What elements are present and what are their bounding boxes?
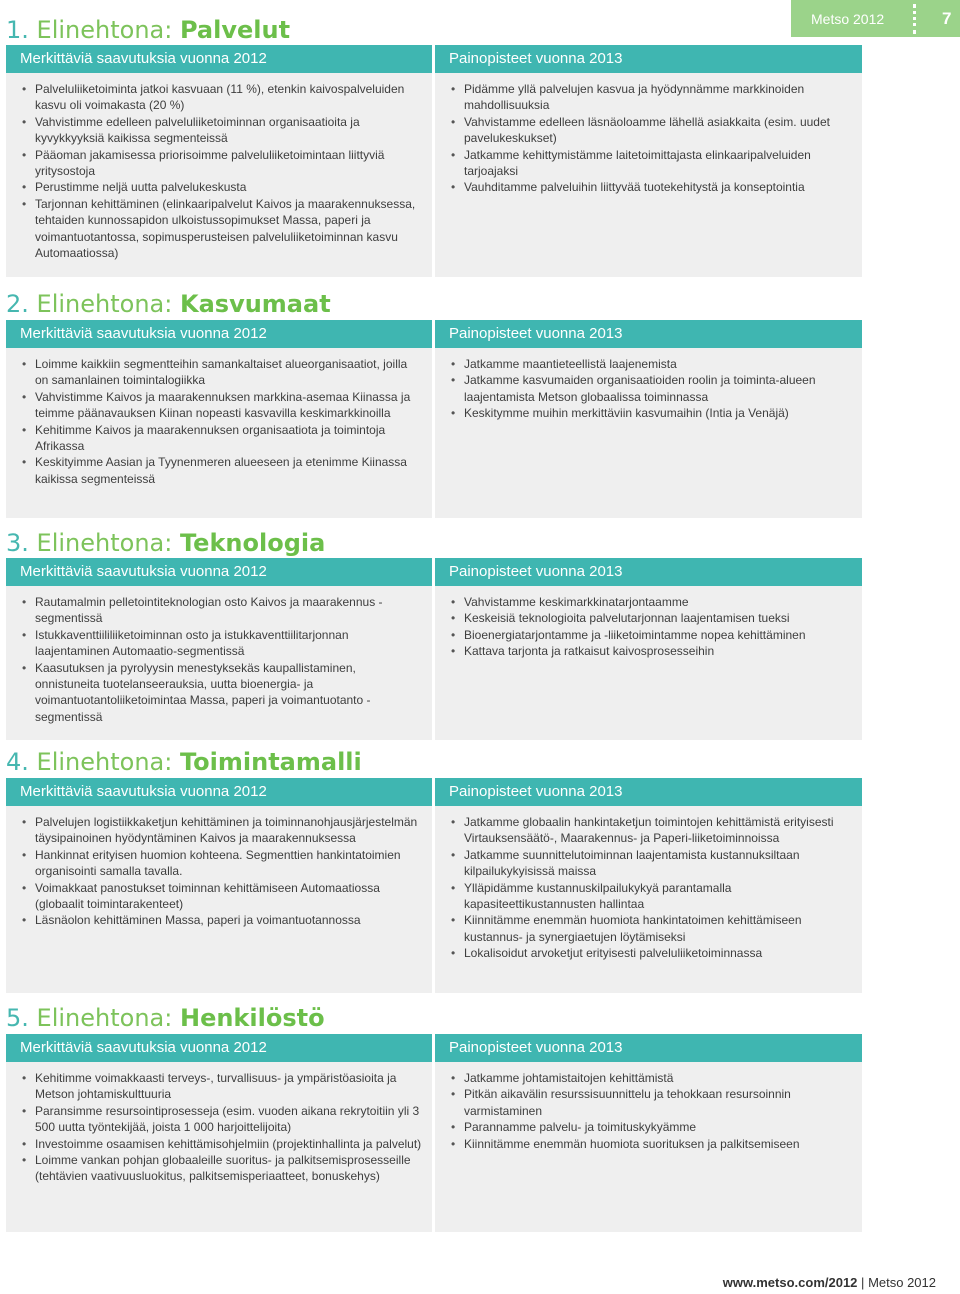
list-item: • Loimme vankan pohjan globaaleille suoritus- ja palkitsemisprosesseille (tehtävien vaativuusluokitus, palkitsemisperiaatteet, bonuskehys) — [35, 1152, 422, 1185]
list-item: • Perustimme neljä uutta palvelukeskusta — [35, 179, 422, 195]
section-label: Elinehtona: — [36, 1004, 173, 1032]
section-number: 5. — [6, 1004, 29, 1032]
list-item: • Palvelujen logistiikkaketjun kehittäminen ja toiminnanohjausjärjestelmän täysipainoinen hyödyntäminen Kaivos ja maarakennuksessa — [35, 814, 422, 847]
list-item: • Vauhditamme palveluihin liittyvää tuotekehitystä ja konseptointia — [464, 179, 852, 195]
list-item: • Voimakkaat panostukset toiminnan kehittämiseen Automaatiossa (globaalit toimintarakenteet) — [35, 880, 422, 913]
achievement-list — [6, 806, 432, 929]
section-title-palvelut — [6, 16, 290, 44]
list-item: • Jatkamme suunnittelutoiminnan laajentamista kustannuksiltaan kilpailukykyisissä maissa — [464, 847, 852, 880]
achievement-list — [6, 586, 432, 725]
list-item: • Vahvistamme edelleen läsnäoloamme lähellä asiakkaita (esim. uudet pavelukeskukset) — [464, 114, 852, 147]
panel-achievements-toimintamalli — [6, 778, 432, 993]
priority-list — [435, 1062, 862, 1152]
list-item: • Kiinnitämme enemmän huomiota hankintatoimen kehittämiseen kustannus- ja synergiaetujen löytämiseksi — [464, 912, 852, 945]
page-number: 7 — [942, 8, 952, 28]
section-name: Palvelut — [179, 16, 291, 44]
list-item: • Kehitimme Kaivos ja maarakennuksen organisaatiota ja toimintoja Afrikassa — [35, 422, 422, 455]
section-label: Elinehtona: — [36, 748, 173, 776]
list-item: • Läsnäolon kehittäminen Massa, paperi ja voimantuotannossa — [35, 912, 422, 928]
list-item: • Jatkamme globaalin hankintaketjun toimintojen kehittämistä erityisesti Virtauksensäätö-, Maarakennus- ja Paperi-liiketoiminnoissa — [464, 814, 852, 847]
list-item: • Kiinnitämme enemmän huomiota suorituksen ja palkitsemiseen — [464, 1136, 852, 1152]
panel-header: Merkittäviä saavutuksia vuonna 2012 — [6, 558, 432, 586]
panel-header: Painopisteet vuonna 2013 — [435, 45, 862, 73]
list-item: • Kehitimme voimakkaasti terveys-, turvallisuus- ja ympäristöasioita ja Metson johtamiskulttuuria — [35, 1070, 422, 1103]
panel-header: Painopisteet vuonna 2013 — [435, 320, 862, 348]
achievement-list — [6, 73, 432, 261]
priority-list — [435, 348, 862, 422]
panel-header: Merkittäviä saavutuksia vuonna 2012 — [6, 45, 432, 73]
list-item: • Keskitymme muihin merkittäviin kasvumaihin (Intia ja Venäjä) — [464, 405, 852, 421]
list-item: • Pääoman jakamisessa priorisoimme palveluliiketoimintaan liittyviä yritysostoja — [35, 147, 422, 180]
list-item: • Jatkamme kehittymistämme laitetoimittajasta elinkaaripalveluiden tarjoajaksi — [464, 147, 852, 180]
priority-list — [435, 586, 862, 660]
achievement-list — [6, 1062, 432, 1185]
panel-header: Painopisteet vuonna 2013 — [435, 778, 862, 806]
panel-priorities-kasvumaat — [435, 320, 862, 518]
footer-separator: | — [861, 1275, 865, 1290]
section-number: 3. — [6, 529, 29, 557]
panel-achievements-kasvumaat — [6, 320, 432, 518]
list-item: • Parannamme palvelu- ja toimituskykyämme — [464, 1119, 852, 1135]
list-item: • Jatkamme maantieteellistä laajenemista — [464, 356, 852, 372]
panel-achievements-teknologia — [6, 558, 432, 740]
footer-url[interactable]: www.metso.com/2012 — [722, 1275, 858, 1290]
list-item: • Jatkamme johtamistaitojen kehittämistä — [464, 1070, 852, 1086]
section-name: Teknologia — [179, 529, 326, 557]
panel-priorities-palvelut — [435, 45, 862, 277]
page-footer — [723, 1275, 936, 1290]
section-number: 1. — [6, 16, 29, 44]
list-item: • Vahvistamme keskimarkkinatarjontaamme — [464, 594, 852, 610]
panel-header: Merkittäviä saavutuksia vuonna 2012 — [6, 320, 432, 348]
list-item: • Investoimme osaamisen kehittämisohjelmiin (projektinhallinta ja palvelut) — [35, 1136, 422, 1152]
panel-priorities-toimintamalli — [435, 778, 862, 993]
section-number: 2. — [6, 290, 29, 318]
list-item: • Keskeisiä teknologioita palvelutarjonnan laajentamisen tueksi — [464, 610, 852, 626]
list-item: • Vahvistimme Kaivos ja maarakennuksen markkina-asemaa Kiinassa ja teimme päänavauksen Kiinan nopeasti kasvavilla keskimarkkinoilla — [35, 389, 422, 422]
section-title-henkilosto — [6, 1004, 325, 1032]
section-label: Elinehtona: — [36, 290, 173, 318]
list-item: • Palveluliiketoiminta jatkoi kasvuaan (11 %), etenkin kaivospalveluiden kasvu oli voimakasta (20 %) — [35, 81, 422, 114]
panel-achievements-palvelut — [6, 45, 432, 277]
list-item: • Ylläpidämme kustannuskilpailukykyä parantamalla kapasiteettikustannusten hallintaa — [464, 880, 852, 913]
achievement-list — [6, 348, 432, 487]
list-item: • Pidämme yllä palvelujen kasvua ja hyödynnämme markkinoiden mahdollisuuksia — [464, 81, 852, 114]
priority-list — [435, 806, 862, 962]
section-title-toimintamalli — [6, 748, 362, 776]
panel-header: Painopisteet vuonna 2013 — [435, 558, 862, 586]
list-item: • Kattava tarjonta ja ratkaisut kaivosprosesseihin — [464, 643, 852, 659]
list-item: • Hankinnat erityisen huomion kohteena. Segmenttien hankintatoimien organisointi samalla tavalla. — [35, 847, 422, 880]
list-item: • Jatkamme kasvumaiden organisaatioiden roolin ja toiminta-alueen laajentamista Metson globaalissa toiminnassa — [464, 372, 852, 405]
panel-header: Merkittäviä saavutuksia vuonna 2012 — [6, 778, 432, 806]
priority-list — [435, 73, 862, 196]
list-item: • Vahvistimme edelleen palveluliiketoiminnan organisaatioita ja kyvykkyyksiä kaikissa segmenteissä — [35, 114, 422, 147]
list-item: • Lokalisoidut arvoketjut erityisesti palveluliiketoiminnassa — [464, 945, 852, 961]
section-label: Elinehtona: — [36, 529, 173, 557]
list-item: • Kaasutuksen ja pyrolyysin menestyksekäs kaupallistaminen, onnistuneita tuotelanseerauksia, uutta bioenergia- ja voimantuotantoliiketoimintaa Massa, paperi ja voimantuotanto -segmentissä — [35, 660, 422, 726]
dotted-divider — [913, 4, 922, 34]
panel-priorities-henkilosto — [435, 1034, 862, 1232]
header-tag — [791, 0, 960, 37]
list-item: • Bioenergiatarjontamme ja -liiketoimintamme nopea kehittäminen — [464, 627, 852, 643]
header-brand: Metso 2012 — [811, 10, 885, 27]
panel-header: Painopisteet vuonna 2013 — [435, 1034, 862, 1062]
section-number: 4. — [6, 748, 29, 776]
list-item: • Pitkän aikavälin resurssisuunnittelu ja tehokkaan resursoinnin varmistaminen — [464, 1086, 852, 1119]
list-item: • Tarjonnan kehittäminen (elinkaaripalvelut Kaivos ja maarakennuksessa, tehtaiden kunnossapidon ulkoistussopimukset Massa, paperi ja voimantuotantossa, sopimusperusteisen palveluliiketoiminnan kasvu Automaatiossa) — [35, 196, 422, 262]
section-title-kasvumaat — [6, 290, 331, 318]
list-item: • Paransimme resursointiprosesseja (esim. vuoden aikana rekrytoitiin yli 3 500 uutta työntekijää, joista 1 000 harjoittelijoita) — [35, 1103, 422, 1136]
list-item: • Keskityimme Aasian ja Tyynenmeren alueeseen ja etenimme Kiinassa kaikissa segmenteissä — [35, 454, 422, 487]
panel-priorities-teknologia — [435, 558, 862, 740]
panel-header: Merkittäviä saavutuksia vuonna 2012 — [6, 1034, 432, 1062]
panel-achievements-henkilosto — [6, 1034, 432, 1232]
section-name: Kasvumaat — [179, 290, 331, 318]
list-item: • Istukkaventtiililiiketoiminnan osto ja istukkaventtiilitarjonnan laajentaminen Automaatio-segmentissä — [35, 627, 422, 660]
section-name: Henkilöstö — [179, 1004, 325, 1032]
footer-brand: Metso 2012 — [868, 1275, 936, 1290]
section-name: Toimintamalli — [179, 748, 362, 776]
list-item: • Loimme kaikkiin segmentteihin samankaltaiset alueorganisaatiot, joilla on samanlainen toimintalogiikka — [35, 356, 422, 389]
section-title-teknologia — [6, 529, 325, 557]
section-label: Elinehtona: — [36, 16, 173, 44]
list-item: • Rautamalmin pelletointiteknologian osto Kaivos ja maarakennus -segmentissä — [35, 594, 422, 627]
